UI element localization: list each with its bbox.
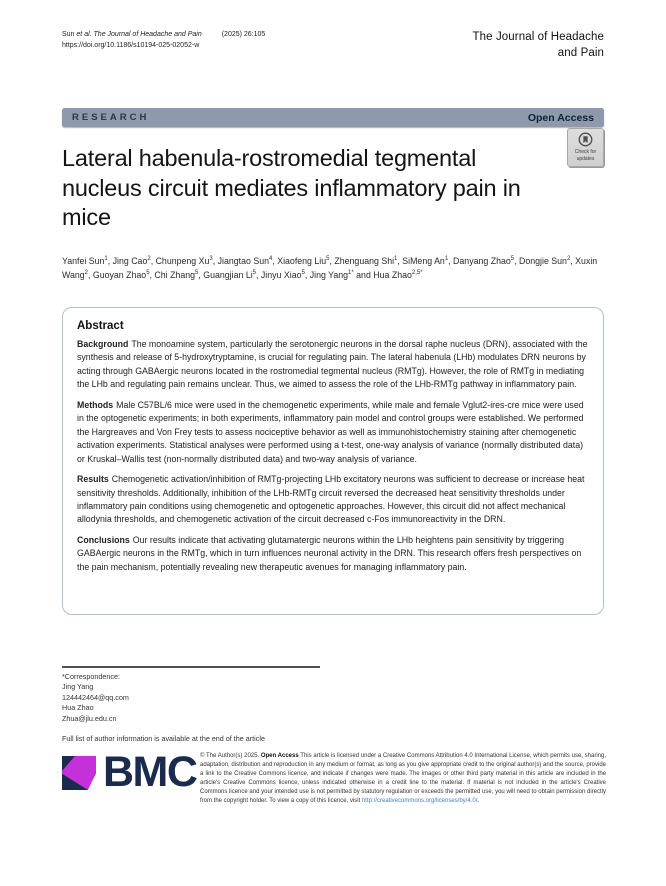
author-list	[62, 254, 604, 282]
author: and Hua Zhao$^{2,5*}$	[353, 269, 423, 280]
author: , Chunpeng Xu$^3$	[150, 255, 213, 266]
citation-block	[62, 30, 265, 52]
citation-ref: (2025) 26:105	[221, 31, 266, 38]
abstract-conclusions	[77, 534, 589, 574]
open-access-label: Open Access	[527, 111, 594, 124]
license-body: This article is licensed under a Creative Commons Attribution 4.0 International License, which permits use, sharing, adaptation, distribution and reproduction in any medium or format, as long as you give appropriate credit to the original author(s) and the source, provide a link to the Creative Commons licence, and indicate if changes were made. The images or other third party material in this article are included in the article's Creative Commons licence, unless indicated otherwise in a credit line to the material. If material is not included in the article's Creative Commons licence and your intended use is not permitted by statutory regulation or exceeds the permitted use, you will need to obtain permission directly from the copyright holder. To view a copy of this licence, visit	[200, 753, 607, 804]
journal-name-line1: The Journal of Headache	[472, 31, 604, 43]
correspondence-block	[62, 672, 604, 724]
publisher-footer	[62, 748, 607, 806]
creative-commons-link[interactable]: http://creativecommons.org/licenses/by/4.0/	[361, 798, 478, 804]
correspondent-email[interactable]: 124442464@qq.com	[62, 692, 129, 702]
check-updates-text	[575, 149, 596, 163]
author: , Jing Yang$^{1*}$	[304, 269, 354, 280]
author: , Jinyu Xiao$^5$	[256, 269, 305, 280]
license-text	[200, 752, 606, 806]
check-updates-line2: updates	[576, 156, 595, 162]
abstract-results-label: Results	[77, 474, 109, 485]
page-header	[62, 30, 604, 61]
abstract-results-text: Chemogenetic activation/inhibition of RMTg-projecting LHb excitatory neurons was sufficient to decrease or increase heat sensitivity thresholds. Additionally, inhibition of the LHb-RMTg circuit reversed the decreased heat sensitivity thresholds under inflammatory pain conditions using chemogenetic and optogenetic approaches. However, this circuit did not affect mechanical allodynia thresholds, and chemogenetic activation of the circuit decreased c-Fos immunoreactivity in the DRN.	[77, 474, 585, 525]
check-updates-line1: Check for	[574, 149, 597, 156]
author: , Jing Cao$^2$	[107, 255, 151, 266]
author: , Xiaofeng Liu$^5$	[272, 255, 330, 266]
abstract-background	[77, 338, 589, 392]
citation-journal: et al. The Journal of Headache and Pain	[76, 31, 202, 38]
author: , Danyang Zhao$^5$	[448, 255, 515, 266]
abstract-heading: Abstract	[77, 319, 124, 332]
author: , Zhenguang Shi$^1$	[329, 255, 398, 266]
check-for-updates-badge[interactable]	[567, 128, 604, 167]
author: Yanfei Sun$^1$	[62, 255, 108, 266]
bmc-logo-icon	[62, 756, 96, 790]
open-access-bold: Open Access	[260, 753, 299, 759]
author: , Dongjie Sun$^2$	[514, 255, 571, 266]
correspondent-name: Hua Zhao	[62, 703, 94, 713]
author: , Guoyan Zhao$^5$	[88, 269, 150, 280]
abstract-conclusions-text: Our results indicate that activating glutamatergic neurons within the LHb heightens pain sensitivity by triggering GABAergic neurons in the RMTg, which in turn influences neuronal activity in the DRN. This research offers fresh perspectives on the pain mechanism, potentially revealing new therapeutic avenues for managing inflammatory pain.	[77, 534, 582, 572]
doi-link[interactable]: https://doi.org/10.1186/s10194-025-02052-w	[62, 41, 200, 49]
research-label: RESEARCH	[72, 112, 150, 124]
abstract-conclusions-label: Conclusions	[77, 534, 130, 545]
bmc-logo	[62, 748, 200, 796]
research-banner	[62, 108, 604, 127]
abstract-methods	[77, 399, 589, 466]
journal-name	[473, 30, 604, 61]
article-title: Lateral habenula-rostromedial tegmental nucleus circuit mediates inflammatory pain in mice	[62, 145, 521, 231]
abstract-box	[62, 307, 604, 615]
author: , Xuxin Wang$^2$	[62, 255, 598, 280]
bookmark-circle-icon	[578, 132, 593, 147]
author: , Guangjian Li$^5$	[198, 269, 257, 280]
citation-authors: Sun	[62, 31, 77, 38]
correspondent-email[interactable]: Zhua@jlu.edu.cn	[62, 713, 117, 723]
abstract-results	[77, 473, 589, 527]
author-info-note: Full list of author information is available at the end of the article	[62, 734, 265, 744]
bmc-logo-text: BMC	[103, 748, 197, 796]
author: , Jiangtao Sun$^4$	[212, 255, 273, 266]
correspondence-label: *Correspondence:	[62, 671, 120, 681]
abstract-background-label: Background	[77, 338, 129, 349]
correspondent-name: Jing Yang	[62, 682, 94, 692]
correspondence-divider	[62, 666, 320, 668]
license-suffix: .	[477, 798, 480, 804]
abstract-background-text: The monoamine system, particularly the serotonergic neurons in the dorsal raphe nucleus (DRN), associated with the synthesis and release of 5-hydroxytryptamine, is crucial for regulating pain. The lateral habenula (LHb) modulates DRN neurons by acting through GABAergic neurons located in the rostromedial tegmental nucleus (RMTg). However, the role of RMTg in mediating the LHb and regulating pain remains unclear. Thus, we aimed to assess the role of the LHb-RMTg pathway in inflammatory pain.	[77, 338, 588, 390]
abstract-methods-label: Methods	[77, 399, 114, 410]
author: , Chi Zhang$^5$	[149, 269, 199, 280]
citation-line	[62, 30, 265, 41]
abstract-methods-text: Male C57BL/6 mice were used in the chemogenetic experiments, while male and female Vglut2-ires-cre mice were used in the optogenetic experiments; in both experiments, inflammatory pain model and control groups were established. We performed the Hargreaves and Von Frey tests to assess nociceptive behavior as well as immunohistochemistry staining after chemogenetic activation experiments. Statistical analyses were performed using a t-test, one-way analysis of variance (normally distributed data) or Kruskal–Wallis test (non-normally distributed data) and two-way analysis of variance.	[77, 399, 584, 464]
author: , SiMeng An$^1$	[397, 255, 449, 266]
journal-name-line2: and Pain	[557, 46, 604, 59]
license-prefix: © The Author(s) 2025.	[200, 753, 261, 759]
